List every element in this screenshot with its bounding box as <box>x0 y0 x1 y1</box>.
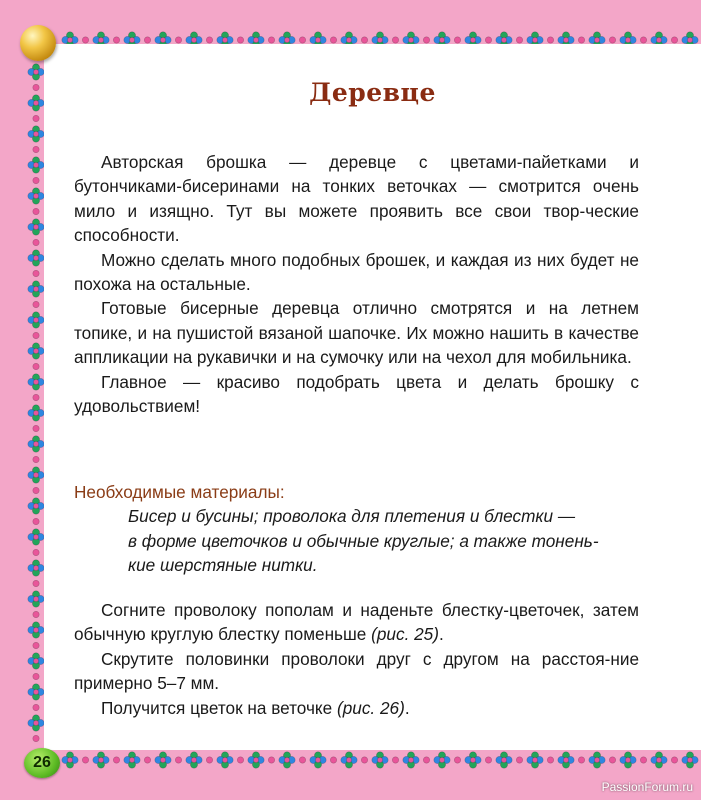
page-number: 26 <box>24 748 60 778</box>
bead-icon <box>67 757 72 762</box>
bead-icon <box>346 37 351 42</box>
bead-icon <box>346 757 351 762</box>
bead-icon <box>671 757 677 763</box>
bead-icon <box>33 596 38 601</box>
bead-icon <box>191 37 196 42</box>
bead-icon <box>144 757 150 763</box>
paragraph: Главное — красиво подобрать цвета и делать брошку с удовольствием! <box>74 371 639 417</box>
materials-line: кие шерстяные нитки. <box>128 555 318 576</box>
bead-icon <box>377 37 382 42</box>
bead-icon <box>485 757 491 763</box>
bead-icon <box>640 757 646 763</box>
bead-icon <box>284 37 289 42</box>
bead-icon <box>485 37 491 43</box>
gold-bead-icon <box>20 25 56 61</box>
bead-icon <box>594 757 599 762</box>
bead-icon <box>222 37 227 42</box>
bead-icon <box>408 37 413 42</box>
bead-icon <box>175 757 181 763</box>
bead-icon <box>67 37 72 42</box>
steps-text <box>74 598 639 720</box>
bead-icon <box>33 317 38 322</box>
bead-icon <box>687 37 692 42</box>
bead-icon <box>33 720 38 725</box>
bead-icon <box>206 757 212 763</box>
bead-icon <box>563 757 568 762</box>
bead-icon <box>33 162 38 167</box>
bead-icon <box>33 224 38 229</box>
bead-icon <box>516 37 522 43</box>
bead-icon <box>268 37 274 43</box>
bead-icon <box>33 193 38 198</box>
figure-ref: (рис. 26) <box>336 697 405 718</box>
bead-icon <box>33 208 39 214</box>
bead-icon <box>222 757 227 762</box>
paragraph: Готовые бисерные деревца отлично смотрятся и на летнем топике, и на пушистой вязаной шапочке. Их можно нашить в качестве аппликации на рукавички и на сумочку или на чехол для мобильника. <box>74 298 639 368</box>
bead-icon <box>33 565 38 570</box>
bead-icon <box>284 757 289 762</box>
step-text: Согните проволоку пополам и наденьте блестку-цветочек, затем обычную круглую блестку поменьше <box>74 600 639 645</box>
page-title: Деревце <box>309 78 436 107</box>
bead-icon <box>33 549 39 555</box>
intro-text <box>74 150 639 418</box>
bead-icon <box>237 37 243 43</box>
bead-icon <box>625 757 630 762</box>
bead-icon <box>33 472 38 477</box>
bead-icon <box>129 37 134 42</box>
bead-icon <box>33 69 38 74</box>
bead-icon <box>33 301 39 307</box>
bead-icon <box>532 37 537 42</box>
bead-icon <box>594 37 599 42</box>
bead-icon <box>237 757 243 763</box>
bead-icon <box>160 37 165 42</box>
bead-icon <box>160 757 165 762</box>
bead-icon <box>392 37 398 43</box>
bead-icon <box>113 37 119 43</box>
materials-heading: Необходимые материалы: <box>74 482 285 502</box>
materials-line: Бисер и бусины; проволока для плетения и блестки — <box>128 506 576 527</box>
bead-icon <box>33 456 39 462</box>
figure-ref: (рис. 25) <box>371 624 439 645</box>
bead-icon <box>33 410 38 415</box>
bead-icon <box>33 503 38 508</box>
bead-icon <box>82 757 88 763</box>
step-tail: . <box>404 697 410 718</box>
bead-icon <box>470 757 475 762</box>
bead-icon <box>516 757 522 763</box>
step-text: Получится цветок на веточке <box>101 697 337 718</box>
materials-line: в форме цветочков и обычные круглые; а также тонень- <box>128 530 599 551</box>
bead-icon <box>439 757 444 762</box>
bead-icon <box>33 270 39 276</box>
bead-icon <box>98 757 103 762</box>
bead-icon <box>33 84 39 90</box>
bead-icon <box>578 37 584 43</box>
bead-icon <box>98 37 103 42</box>
bead-icon <box>33 177 39 183</box>
bead-icon <box>268 757 274 763</box>
bead-icon <box>563 37 568 42</box>
bead-icon <box>532 757 537 762</box>
bead-icon <box>33 348 38 353</box>
bead-icon <box>33 363 39 369</box>
watermark: PassionForum.ru <box>601 780 693 794</box>
bead-icon <box>330 37 336 43</box>
bead-icon <box>656 37 661 42</box>
bead-icon <box>33 146 39 152</box>
bead-icon <box>33 735 39 741</box>
bead-icon <box>408 757 413 762</box>
step-paragraph <box>74 647 639 696</box>
materials-block <box>74 480 639 578</box>
bead-icon <box>206 37 212 43</box>
bead-icon <box>656 757 661 762</box>
step-paragraph <box>74 696 639 720</box>
bead-icon <box>547 757 553 763</box>
bead-icon <box>33 580 39 586</box>
bead-icon <box>33 611 39 617</box>
bead-icon <box>470 37 475 42</box>
bead-icon <box>330 757 336 763</box>
bead-icon <box>33 379 38 384</box>
bead-icon <box>33 131 38 136</box>
bead-icon <box>144 37 150 43</box>
bead-icon <box>33 518 39 524</box>
bead-icon <box>33 286 38 291</box>
paragraph: Авторская брошка — деревце с цветами-пайетками и бутончиками-бисеринами на тонких веточках — смотрится очень мило и изящно. Тут вы можете проявить все свои твор-ческие способности. <box>74 152 639 246</box>
bead-icon <box>33 394 39 400</box>
bead-icon <box>191 757 196 762</box>
bead-icon <box>33 704 39 710</box>
bead-icon <box>609 757 615 763</box>
step-tail: . <box>438 624 444 645</box>
bead-icon <box>454 757 460 763</box>
bead-icon <box>377 757 382 762</box>
bead-icon <box>33 115 39 121</box>
bead-icon <box>439 37 444 42</box>
bead-icon <box>687 757 692 762</box>
bead-icon <box>609 37 615 43</box>
paragraph: Можно сделать много подобных брошек, и каждая из них будет не похожа на остальные. <box>74 249 639 295</box>
bead-icon <box>423 37 429 43</box>
bead-icon <box>315 757 320 762</box>
bead-icon <box>423 757 429 763</box>
bead-icon <box>253 37 258 42</box>
bead-icon <box>454 37 460 43</box>
bead-icon <box>33 100 38 105</box>
bead-icon <box>33 642 39 648</box>
page-content <box>44 44 701 750</box>
bead-icon <box>33 627 38 632</box>
step-text: Скрутите половинки проволоки друг с другом на расстоя-ние примерно 5–7 мм. <box>74 648 639 694</box>
bead-icon <box>625 37 630 42</box>
bead-icon <box>33 534 38 539</box>
bead-icon <box>33 673 39 679</box>
bead-icon <box>253 757 258 762</box>
bead-icon <box>33 658 38 663</box>
bead-icon <box>175 37 181 43</box>
bead-icon <box>33 487 39 493</box>
bead-icon <box>129 757 134 762</box>
bead-icon <box>361 757 367 763</box>
bead-icon <box>33 239 39 245</box>
bead-icon <box>33 332 39 338</box>
bead-icon <box>392 757 398 763</box>
bead-icon <box>33 689 38 694</box>
bead-icon <box>113 757 119 763</box>
bead-icon <box>671 37 677 43</box>
bead-icon <box>33 425 39 431</box>
bead-icon <box>299 757 305 763</box>
bead-icon <box>299 37 305 43</box>
materials-list <box>74 504 639 577</box>
bead-icon <box>315 37 320 42</box>
bead-icon <box>361 37 367 43</box>
bead-icon <box>578 757 584 763</box>
step-paragraph <box>74 598 639 647</box>
bead-icon <box>33 255 38 260</box>
bead-icon <box>501 37 506 42</box>
bead-icon <box>640 37 646 43</box>
bead-icon <box>501 757 506 762</box>
bead-icon <box>82 37 88 43</box>
bead-icon <box>547 37 553 43</box>
bead-icon <box>33 441 38 446</box>
